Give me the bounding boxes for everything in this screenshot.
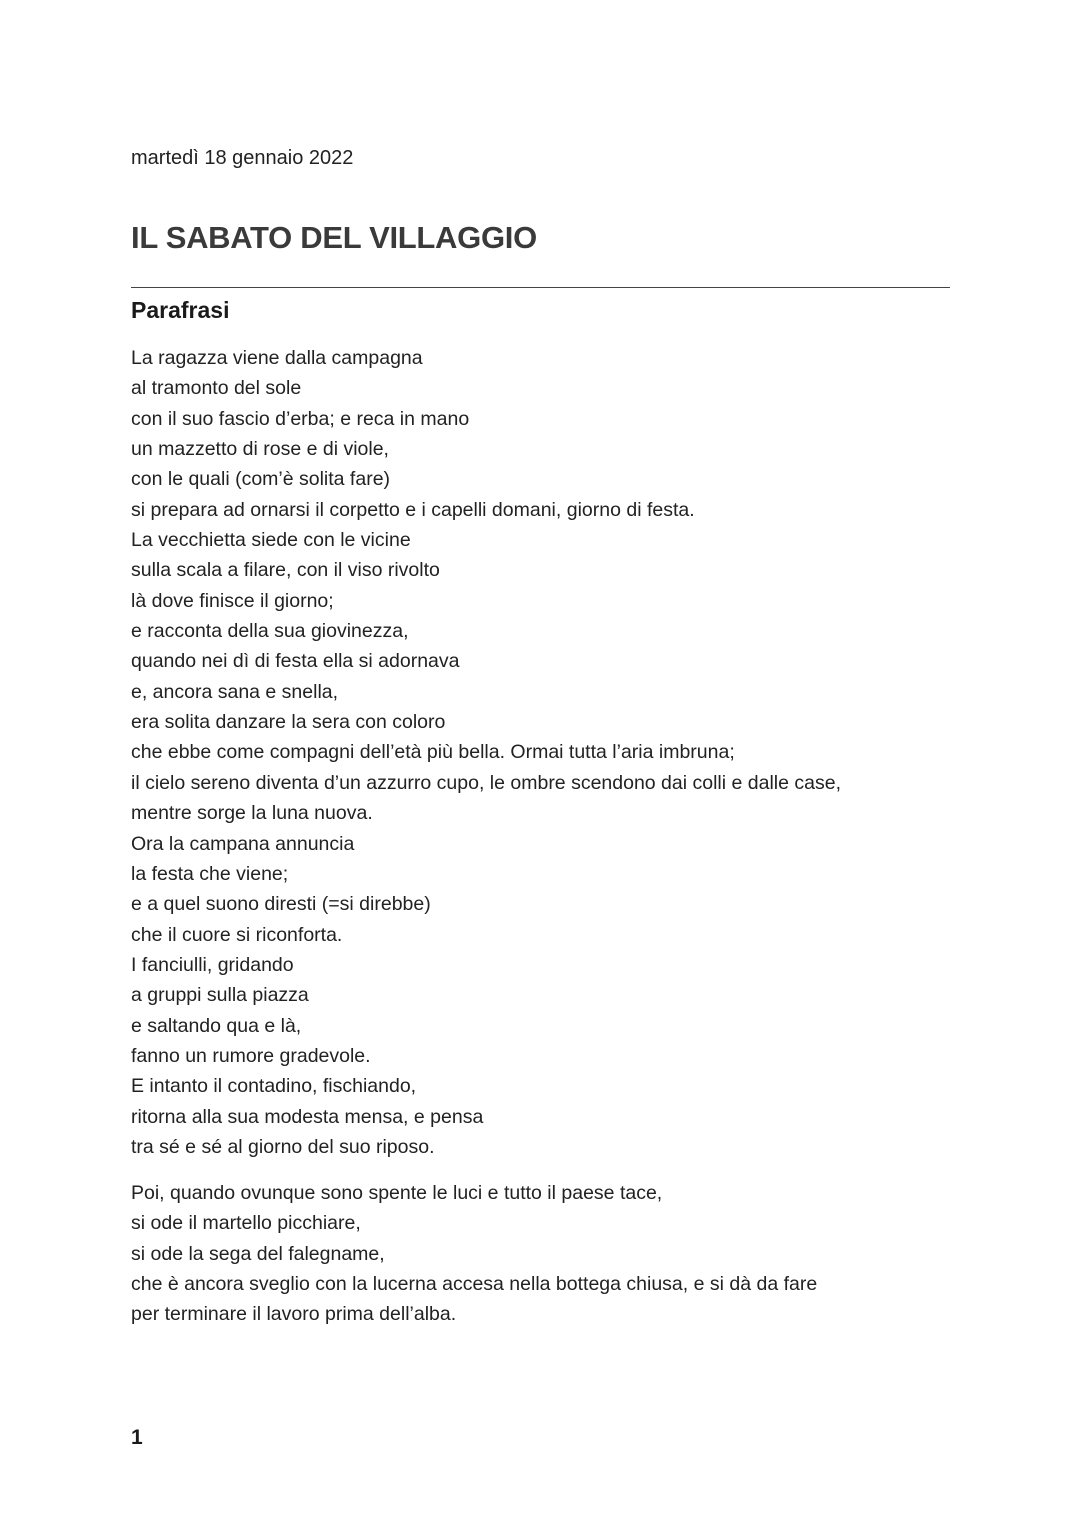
text-line: sulla scala a filare, con il viso rivolto xyxy=(131,559,440,582)
text-line: tra sé e sé al giorno del suo riposo. xyxy=(131,1135,435,1158)
text-line: ritorna alla sua modesta mensa, e pensa xyxy=(131,1105,484,1128)
text-line: con il suo fascio d’erba; e reca in mano xyxy=(131,407,470,430)
text-line: per terminare il lavoro prima dell’alba. xyxy=(131,1303,457,1326)
text-line: il cielo sereno diventa d’un azzurro cupo, le ombre scendono dai colli e dalle case, xyxy=(131,771,841,794)
text-line: un mazzetto di rose e di viole, xyxy=(131,438,389,461)
text-line: quando nei dì di festa ella si adornava xyxy=(131,650,460,673)
text-line: Poi, quando ovunque sono spente le luci e tutto il paese tace, xyxy=(131,1182,663,1204)
document-date: martedì 18 gennaio 2022 xyxy=(131,147,354,169)
text-line: fanno un rumore gradevole. xyxy=(131,1044,371,1067)
text-line: che ebbe come compagni dell’età più bella. Ormai tutta l’aria imbruna; xyxy=(131,741,735,764)
text-line: che il cuore si riconforta. xyxy=(131,923,343,946)
text-line: La ragazza viene dalla campagna xyxy=(131,347,423,369)
text-line: mentre sorge la luna nuova. xyxy=(131,802,373,825)
page-number: 1 xyxy=(131,1426,143,1449)
text-line: e racconta della sua giovinezza, xyxy=(131,620,409,643)
text-line: I fanciulli, gridando xyxy=(131,953,294,976)
text-line: si ode la sega del falegname, xyxy=(131,1242,385,1265)
text-line: e, ancora sana e snella, xyxy=(131,680,339,703)
document-title: IL SABATO DEL VILLAGGIO xyxy=(131,220,537,255)
text-line: e saltando qua e là, xyxy=(131,1014,302,1037)
paragraph-1 xyxy=(131,343,961,1162)
paragraph-2 xyxy=(131,1178,961,1330)
text-line: Ora la campana annuncia xyxy=(131,832,355,855)
text-line: era solita danzare la sera con coloro xyxy=(131,711,446,734)
title-divider xyxy=(131,287,950,288)
text-line: a gruppi sulla piazza xyxy=(131,984,309,1007)
text-line: che è ancora sveglio con la lucerna accesa nella bottega chiusa, e si dà da fare xyxy=(131,1273,818,1296)
text-line: e a quel suono diresti (=si direbbe) xyxy=(131,893,431,916)
section-heading: Parafrasi xyxy=(131,297,230,323)
text-line: si prepara ad ornarsi il corpetto e i capelli domani, giorno di festa. xyxy=(131,498,695,521)
text-line: si ode il martello picchiare, xyxy=(131,1212,361,1235)
text-line: la festa che viene; xyxy=(131,862,289,885)
text-line: E intanto il contadino, fischiando, xyxy=(131,1075,417,1098)
text-line: con le quali (com’è solita fare) xyxy=(131,468,391,491)
text-line: là dove finisce il giorno; xyxy=(131,589,334,612)
text-line: al tramonto del sole xyxy=(131,377,302,400)
text-line: La vecchietta siede con le vicine xyxy=(131,529,411,552)
